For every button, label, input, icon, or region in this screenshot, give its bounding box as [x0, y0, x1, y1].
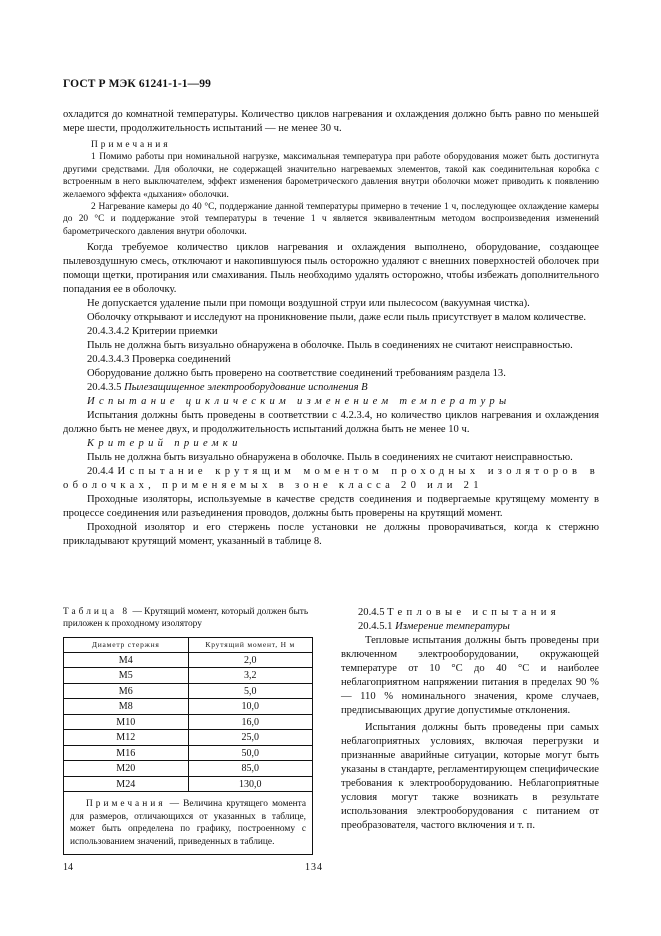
- paragraph: Не допускается удаление пыли при помощи воздушной струи или пылесосом (вакуумная чистка).: [87, 298, 530, 310]
- cell-diameter: M24: [64, 776, 189, 792]
- table-row: [64, 730, 313, 746]
- paragraph: Пыль не должна быть визуально обнаружена в оболочке. Пыль в соединениях не считают неисправностью.: [87, 340, 573, 352]
- table-8-block: [63, 606, 313, 855]
- paragraph: охладится до комнатной температуры. Количество циклов нагревания и охлаждения должно быть равно по меньшей мере шести, продолжительность испытаний — не менее 30 ч.: [63, 109, 599, 134]
- cell-diameter: M8: [64, 699, 189, 715]
- section-title: Пылезащищенное электрооборудование исполнения В: [124, 382, 368, 394]
- subsection-title: Испытание циклическим изменением температуры: [87, 396, 511, 408]
- section-title: Проверка соединений: [132, 354, 231, 366]
- cell-torque: 50,0: [188, 745, 313, 761]
- cell-diameter: M10: [64, 714, 189, 730]
- section-title: Тепловые испытания: [387, 607, 560, 618]
- table-caption-label: Таблица 8: [63, 607, 131, 617]
- section-number: 20.4.5.1: [358, 621, 393, 632]
- section-heading-20-4-3-4-3: [63, 353, 599, 367]
- table-note-label: Примечания: [86, 799, 166, 810]
- cell-diameter: M20: [64, 761, 189, 777]
- table-row: [64, 745, 313, 761]
- section-title: Испытание крутящим моментом проходных изоляторов в оболочках, применяемых в зоне класса 20 или 21: [63, 466, 599, 492]
- cell-torque: 3,2: [188, 668, 313, 684]
- note-1: 1 Помимо работы при номинальной нагрузке, максимальная температура при работе оборудования может быть достигнута другими средствами. Для оболочки, не содержащей значительно нагреваемых элементов, такой как соединительная коробка с встроенным в него выключателем, эффект изменения барометрического давления внутри оболочки может приводить к появлению желаемого эффекта «дыхания» оболочки.: [63, 152, 599, 200]
- table-note-row: [64, 792, 313, 855]
- table-note: [64, 792, 313, 855]
- paragraph: Оборудование должно быть проверено на соответствие соединений требованиям раздела 13.: [87, 368, 506, 380]
- cell-diameter: M4: [64, 652, 189, 668]
- torque-table: [63, 637, 313, 855]
- section-heading-20-4-4: [63, 465, 599, 493]
- table-caption-text: — Крутящий момент, который должен быть приложен к проходному изолятору: [63, 607, 309, 630]
- table-row: [64, 714, 313, 730]
- section-title: Измерение температуры: [395, 621, 510, 632]
- cell-diameter: M5: [64, 668, 189, 684]
- table-caption: [63, 606, 313, 631]
- section-number: 20.4.5: [358, 607, 385, 618]
- cell-diameter: M6: [64, 683, 189, 699]
- main-text: [63, 108, 599, 549]
- table-row: [64, 699, 313, 715]
- cell-torque: 130,0: [188, 776, 313, 792]
- section-heading-20-4-5-1: [341, 620, 599, 634]
- cell-torque: 85,0: [188, 761, 313, 777]
- section-number: 20.4.3.5: [87, 382, 122, 394]
- notes-title: Примечания: [91, 140, 171, 150]
- paragraph: Когда требуемое количество циклов нагревания и охлаждения выполнено, оборудование, создающее пылевоздушную смесь, отключают и накопившуюся пыль осторожно удаляют с внешних поверхностей оболочек при помощи щетки, протирания или смахивания. Пыль необходимо удалять осторожно, чтобы избежать дополнительного попадания ее в оболочку.: [63, 242, 599, 296]
- page-number-left: 14: [63, 862, 73, 873]
- paragraph: Оболочку открывают и исследуют на проникновение пыли, даже если пыль присутствует в малом количестве.: [87, 312, 587, 324]
- section-heading-20-4-3-4-2: [63, 325, 599, 339]
- table-row: [64, 761, 313, 777]
- paragraph: Пыль не должна быть визуально обнаружена в оболочке. Пыль в соединениях не считают неисправностью.: [87, 452, 573, 464]
- document-id-header: ГОСТ Р МЭК 61241-1-1—99: [63, 78, 211, 90]
- section-title: Критерии приемки: [132, 326, 218, 338]
- section-number: 20.4.3.4.2: [87, 326, 130, 338]
- column-header: Диаметр стержня: [64, 637, 189, 652]
- note-2: 2 Нагревание камеры до 40 °С, поддержание данной температуры примерно в течение 1 ч, последующее охлаждение камеры до 20 °С и поддержание этой температуры в течение 1 ч является эквивалентным методом воспроизведения изменений барометрического давления внутри оболочки.: [63, 202, 599, 237]
- section-heading-20-4-5: [341, 606, 599, 620]
- cell-torque: 25,0: [188, 730, 313, 746]
- table-header-row: [64, 637, 313, 652]
- cell-diameter: M12: [64, 730, 189, 746]
- table-row: [64, 683, 313, 699]
- paragraph: Испытания должны быть проведены при самых неблагоприятных условиях, включая перегрузки и признанные аварийные ситуации, которые могут быть указаны в стандарте, регламентирующем специфические требования к электрооборудованию. Неблагоприятные условия могут также возникать в результате использования электрооборудования с питанием от преобразователя, частого включения и т. п.: [341, 722, 599, 831]
- section-number: 20.4.3.4.3: [87, 354, 130, 366]
- cell-torque: 2,0: [188, 652, 313, 668]
- cell-torque: 5,0: [188, 683, 313, 699]
- table-note-text: — Величина крутящего момента для размеров, отличающихся от указанных в таблице, может быть определена по графику, построенному с использованием значений, приведенных в таблице.: [70, 799, 306, 847]
- paragraph: Тепловые испытания должны быть проведены при включенном электрооборудовании, окружающей температуре от 10 °С до 40 °С и наиболее неблагоприятном напряжении питания в пределах 90 % — 110 % номинального значения, кроме случаев, предписывающих другие допустимые отклонения.: [341, 635, 599, 716]
- cell-torque: 10,0: [188, 699, 313, 715]
- column-header: Крутящий момент, Н м: [188, 637, 313, 652]
- cell-torque: 16,0: [188, 714, 313, 730]
- table-row: [64, 776, 313, 792]
- table-row: [64, 652, 313, 668]
- paragraph: Проходной изолятор и его стержень после установки не должны проворачиваться, когда к стержню прикладывают крутящий момент, указанный в таблице 8.: [63, 522, 599, 548]
- right-column: [341, 606, 599, 833]
- cell-diameter: M16: [64, 745, 189, 761]
- subsection-title: Критерий приемки: [87, 438, 242, 450]
- page-number-center: 134: [305, 862, 323, 873]
- paragraph: Испытания должны быть проведены в соответствии с 4.2.3.4, но количество циклов нагревания и охлаждения должно быть не менее двух, и продолжительность испытаний должна быть не менее 10 ч.: [63, 410, 599, 436]
- paragraph: Проходные изоляторы, используемые в качестве средств соединения и подвергаемые крутящему моменту в процессе соединения или разъединения проводов, должны быть проверены на крутящий момент.: [63, 494, 599, 520]
- table-row: [64, 668, 313, 684]
- section-heading-20-4-3-5: [63, 381, 599, 395]
- section-number: 20.4.4: [87, 466, 114, 478]
